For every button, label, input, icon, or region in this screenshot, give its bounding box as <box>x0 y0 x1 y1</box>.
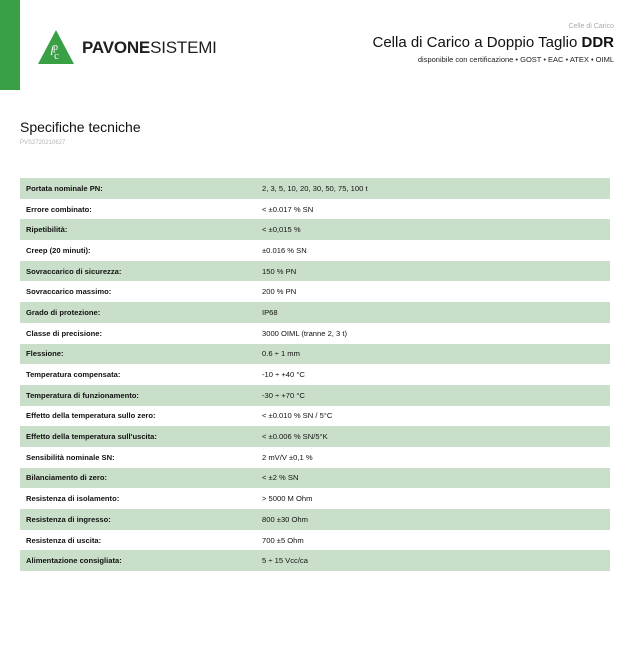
spec-value: 700 ±5 Ohm <box>256 530 610 551</box>
spec-label: Resistenza di isolamento: <box>20 488 256 509</box>
spec-value: < ±2 % SN <box>256 468 610 489</box>
svg-text:c: c <box>54 50 59 62</box>
spec-row <box>20 344 610 365</box>
spec-value: -10 ÷ +40 °C <box>256 364 610 385</box>
spec-label: Creep (20 minuti): <box>20 240 256 261</box>
spec-row <box>20 323 610 344</box>
spec-row <box>20 488 610 509</box>
spec-row <box>20 447 610 468</box>
spec-row <box>20 530 610 551</box>
spec-label: Flessione: <box>20 344 256 365</box>
product-title <box>372 34 614 51</box>
spec-row <box>20 199 610 220</box>
spec-label: Temperatura di funzionamento: <box>20 385 256 406</box>
spec-row <box>20 385 610 406</box>
specs-table <box>20 178 610 571</box>
category-label: Celle di Carico <box>568 23 614 30</box>
plc-logo-icon <box>36 28 76 68</box>
spec-value: -30 ÷ +70 °C <box>256 385 610 406</box>
spec-label: Resistenza di ingresso: <box>20 509 256 530</box>
spec-value: 0.6 ÷ 1 mm <box>256 344 610 365</box>
spec-label: Effetto della temperatura sull'uscita: <box>20 426 256 447</box>
spec-label: Bilanciamento di zero: <box>20 468 256 489</box>
spec-value: < ±0.010 % SN / 5°C <box>256 406 610 427</box>
spec-value: < ±0.017 % SN <box>256 199 610 220</box>
spec-row <box>20 219 610 240</box>
spec-row <box>20 509 610 530</box>
document-header <box>372 23 614 64</box>
spec-value: < ±0,015 % <box>256 219 610 240</box>
spec-value: ±0.016 % SN <box>256 240 610 261</box>
spec-value: 3000 OIML (tranne 2, 3 t) <box>256 323 610 344</box>
product-title-main: Cella di Carico a Doppio Taglio <box>372 34 578 51</box>
spec-row <box>20 406 610 427</box>
spec-value: 800 ±30 Ohm <box>256 509 610 530</box>
spec-value: 200 % PN <box>256 281 610 302</box>
spec-label: Sovraccarico di sicurezza: <box>20 261 256 282</box>
brand-name-bold: PAVONE <box>82 38 151 57</box>
spec-label: Sensibilità nominale SN: <box>20 447 256 468</box>
spec-label: Alimentazione consigliata: <box>20 550 256 571</box>
brand-logo <box>36 28 217 68</box>
spec-row <box>20 240 610 261</box>
spec-label: Effetto della temperatura sullo zero: <box>20 406 256 427</box>
spec-label: Resistenza di uscita: <box>20 530 256 551</box>
spec-label: Temperatura compensata: <box>20 364 256 385</box>
spec-value: > 5000 M Ohm <box>256 488 610 509</box>
spec-label: Portata nominale PN: <box>20 178 256 199</box>
spec-row <box>20 261 610 282</box>
spec-label: Sovraccarico massimo: <box>20 281 256 302</box>
brand-name-light: SISTEMI <box>150 38 217 57</box>
spec-row <box>20 281 610 302</box>
spec-label: Classe di precisione: <box>20 323 256 344</box>
spec-row <box>20 178 610 199</box>
spec-value: 2 mV/V ±0,1 % <box>256 447 610 468</box>
certification-line: disponibile con certificazione • GOST • EAC • ATEX • OIML <box>417 55 614 64</box>
spec-value: 2, 3, 5, 10, 20, 30, 50, 75, 100 t <box>256 178 610 199</box>
spec-label: Ripetibilità: <box>20 219 256 240</box>
spec-row <box>20 364 610 385</box>
spec-value: < ±0.006 % SN/5°K <box>256 426 610 447</box>
spec-value: 150 % PN <box>256 261 610 282</box>
section-title: Specifiche tecniche <box>20 119 141 135</box>
brand-name <box>82 38 217 58</box>
document-code: PVS2720210627 <box>20 140 66 146</box>
accent-bar <box>0 0 20 90</box>
spec-row <box>20 468 610 489</box>
svg-text:p: p <box>53 42 58 53</box>
spec-row <box>20 550 610 571</box>
product-model: DDR <box>581 34 614 51</box>
spec-label: Grado di protezione: <box>20 302 256 323</box>
spec-row <box>20 426 610 447</box>
spec-value: 5 ÷ 15 Vcc/ca <box>256 550 610 571</box>
spec-value: IP68 <box>256 302 610 323</box>
spec-row <box>20 302 610 323</box>
svg-text:l: l <box>50 43 54 58</box>
spec-label: Errore combinato: <box>20 199 256 220</box>
